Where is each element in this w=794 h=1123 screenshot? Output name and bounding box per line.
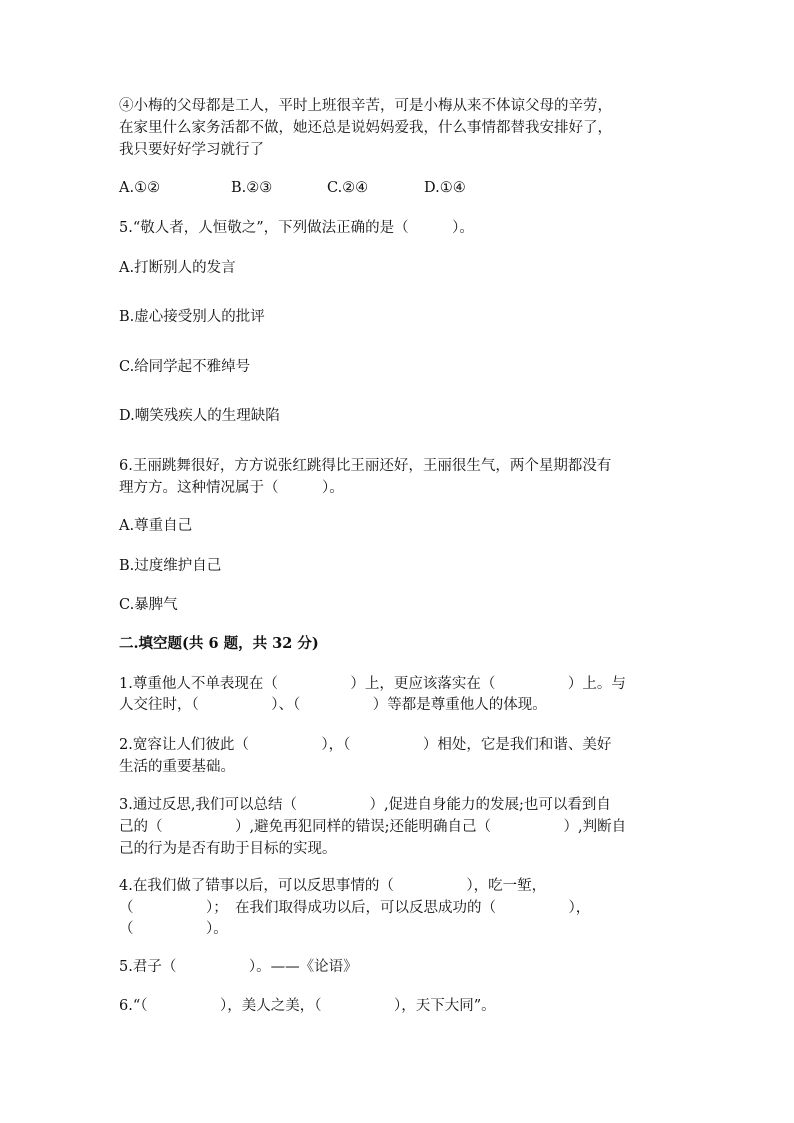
fill-q1-line-2: 人交往时，（ ）、（ ）等都是尊重他人的体现。 — [119, 697, 547, 713]
fill-q3-line-3: 己的行为是否有助于目标的实现。 — [119, 841, 337, 857]
fill-q4-line-1: 4.在我们做了错事以后，可以反思事情的（ ），吃一堑， — [119, 878, 547, 894]
fill-q4-line-2: （ ）； 在我们取得成功以后，可以反思成功的（ ）， — [119, 900, 591, 916]
fill-q1-line-1: 1.尊重他人不单表现在（ ）上，更应该落实在（ ）上。与 — [119, 676, 626, 692]
q4-statement-line-1: ④小梅的父母都是工人，平时上班很辛苦，可是小梅从来不体谅父母的辛劳， — [119, 98, 612, 114]
fill-q6: 6.“（ ），美人之美，（ ），天下大同”。 — [119, 998, 496, 1014]
q4-statement-line-2: 在家里什么家务活都不做，她还总是说妈妈爱我，什么事情都替我安排好了， — [119, 120, 612, 136]
q5-choice-a[interactable]: A.打断别人的发言 — [119, 260, 236, 276]
q6-stem-line-2: 理方方。这种情况属于（ ）。 — [119, 480, 344, 496]
q4-choice-a[interactable]: A.①② — [119, 180, 161, 196]
section-heading-fill-in: 二.填空题(共 6 题，共 32 分) — [119, 635, 319, 652]
fill-q2-line-1: 2.宽容让人们彼此（ ），（ ）相处，它是我们和谐、美好 — [119, 737, 612, 753]
fill-q5: 5.君子（ ）。——《论语》 — [119, 959, 358, 975]
q5-choice-c[interactable]: C.给同学起不雅绰号 — [119, 359, 251, 375]
q5-choice-d[interactable]: D.嘲笑残疾人的生理缺陷 — [119, 408, 280, 424]
fill-q2-line-2: 生活的重要基础。 — [119, 759, 235, 775]
q4-statement-line-3: 我只要好好学习就行了 — [119, 142, 264, 158]
fill-q3-line-2: 己的（ ）,避免再犯同样的错误;还能明确自己（ ）,判断自 — [119, 819, 627, 835]
q6-choice-c[interactable]: C.暴脾气 — [119, 597, 178, 613]
q5-stem: 5.“敬人者，人恒敬之”，下列做法正确的是（ ）。 — [119, 220, 474, 236]
q6-choice-b[interactable]: B.过度维护自己 — [119, 558, 222, 574]
fill-q4-line-3: （ ）。 — [119, 921, 228, 937]
q5-choice-b[interactable]: B.虚心接受别人的批评 — [119, 309, 265, 325]
q4-choice-c[interactable]: C.②④ — [327, 180, 369, 196]
q4-choice-b[interactable]: B.②③ — [231, 180, 273, 196]
q6-choice-a[interactable]: A.尊重自己 — [119, 518, 193, 534]
q4-choice-d[interactable]: D.①④ — [424, 180, 466, 196]
fill-q3-line-1: 3.通过反思,我们可以总结（ ）,促进自身能力的发展;也可以看到自 — [119, 797, 611, 813]
q6-stem-line-1: 6.王丽跳舞很好，方方说张红跳得比王丽还好，王丽很生气，两个星期都没有 — [119, 458, 612, 474]
